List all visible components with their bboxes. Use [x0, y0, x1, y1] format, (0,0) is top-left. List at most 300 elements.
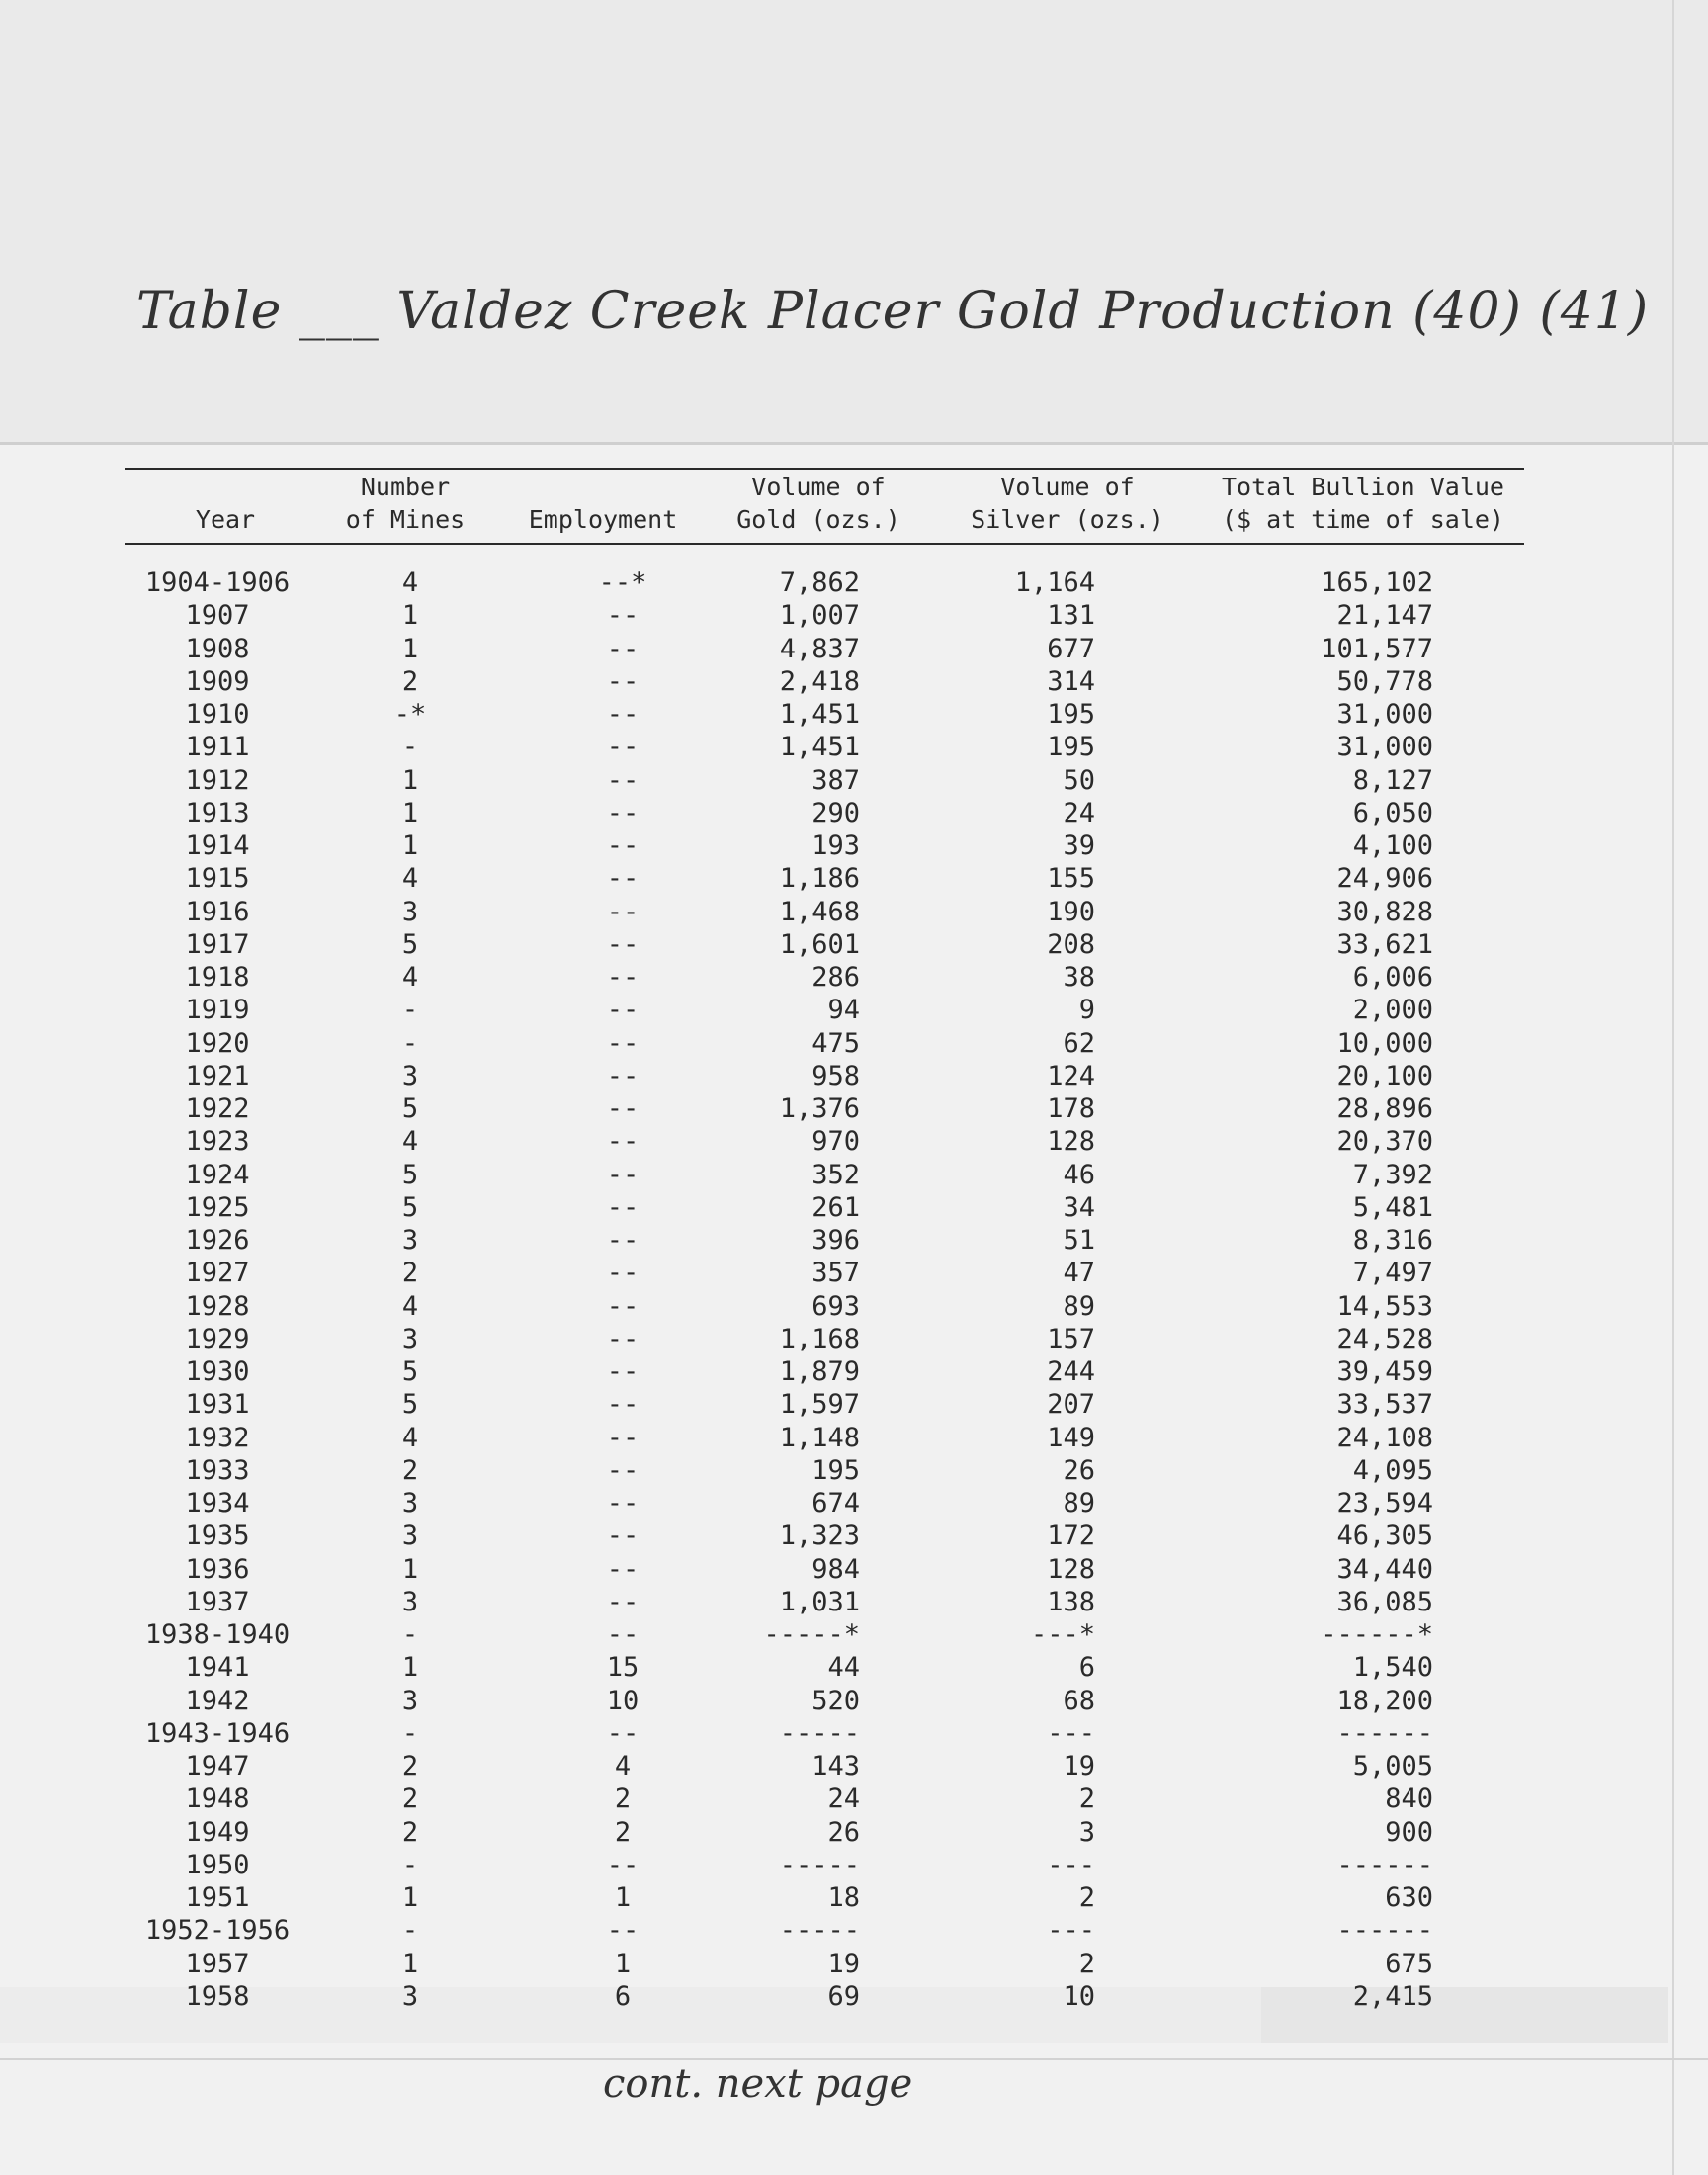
- gold-cell: 1,007: [779, 600, 860, 632]
- mines-cell: 3: [401, 1488, 419, 1519]
- silver-cell: ---: [1047, 1849, 1095, 1880]
- silver-cell: ---*: [1030, 1619, 1095, 1650]
- paper-bottom-edge: [0, 2058, 1708, 2060]
- year-cell: 1948: [185, 1784, 250, 1815]
- gold-cell: 193: [811, 830, 860, 861]
- employment-cell: --: [606, 1323, 640, 1354]
- bullion-value-cell: 23,594: [1336, 1488, 1433, 1519]
- mines-cell: 1: [401, 633, 419, 664]
- silver-cell: 24: [1063, 797, 1095, 828]
- mines-cell: 3: [401, 896, 419, 927]
- table-row: [0, 1553, 1708, 1586]
- bullion-value-cell: 36,085: [1336, 1586, 1433, 1617]
- table-row: [0, 1685, 1708, 1717]
- mines-cell: 4: [401, 962, 419, 993]
- gold-cell: 674: [811, 1488, 860, 1519]
- silver-cell: 50: [1063, 764, 1095, 796]
- year-cell: 1923: [185, 1126, 250, 1158]
- employment-cell: --: [606, 1225, 640, 1256]
- bullion-value-cell: 2,000: [1352, 995, 1433, 1026]
- employment-cell: --: [606, 1422, 640, 1453]
- bullion-value-cell: 101,577: [1321, 633, 1433, 664]
- bullion-value-cell: 24,108: [1336, 1422, 1433, 1453]
- silver-cell: 128: [1047, 1126, 1095, 1158]
- table-row: [0, 566, 1708, 599]
- year-cell: 1913: [185, 797, 250, 828]
- employment-cell: --: [606, 1126, 640, 1158]
- bullion-value-cell: 39,459: [1336, 1356, 1433, 1387]
- upper-paper-sheet: [0, 0, 1708, 445]
- employment-cell: --: [606, 1060, 640, 1091]
- employment-cell: --: [606, 1027, 640, 1059]
- mines-cell: 5: [401, 1389, 419, 1421]
- bullion-value-cell: 7,497: [1352, 1258, 1433, 1289]
- silver-cell: 178: [1047, 1093, 1095, 1124]
- gold-cell: 1,148: [779, 1422, 860, 1453]
- employment-cell: --: [606, 1521, 640, 1552]
- table-row: [0, 961, 1708, 994]
- mines-cell: 2: [401, 1816, 419, 1848]
- mines-cell: 4: [401, 1126, 419, 1158]
- year-cell: 1937: [185, 1586, 250, 1617]
- employment-cell: --: [606, 863, 640, 895]
- mines-cell: 1: [401, 830, 419, 861]
- employment-cell: --: [606, 633, 640, 664]
- silver-cell: 195: [1047, 732, 1095, 763]
- silver-cell: 138: [1047, 1586, 1095, 1617]
- year-cell: 1931: [185, 1389, 250, 1421]
- bullion-value-cell: 18,200: [1336, 1685, 1433, 1716]
- gold-cell: 396: [811, 1225, 860, 1256]
- bullion-value-cell: 50,778: [1336, 665, 1433, 697]
- table-row: [0, 1618, 1708, 1651]
- gold-cell: 1,468: [779, 896, 860, 927]
- mines-cell: 3: [401, 1980, 419, 2012]
- bullion-value-cell: 24,528: [1336, 1323, 1433, 1354]
- silver-cell: 51: [1063, 1225, 1095, 1256]
- year-cell: 1943-1946: [144, 1717, 291, 1749]
- employment-cell: --: [606, 1258, 640, 1289]
- table-row: [0, 1454, 1708, 1487]
- gold-cell: 1,879: [779, 1356, 860, 1387]
- gold-cell: 1,323: [779, 1521, 860, 1552]
- table-row: [0, 1651, 1708, 1684]
- year-cell: 1907: [185, 600, 250, 632]
- bullion-value-cell: 7,392: [1352, 1159, 1433, 1190]
- table-row: [0, 1257, 1708, 1289]
- bullion-value-cell: ------*: [1321, 1619, 1433, 1650]
- silver-cell: 208: [1047, 928, 1095, 960]
- employment-cell: 2: [614, 1784, 632, 1815]
- employment-cell: --: [606, 1356, 640, 1387]
- table-row: [0, 829, 1708, 862]
- gold-cell: 693: [811, 1290, 860, 1322]
- bullion-value-cell: 24,906: [1336, 863, 1433, 895]
- mines-cell: 5: [401, 1159, 419, 1190]
- employment-cell: --: [606, 1093, 640, 1124]
- year-cell: 1938-1940: [144, 1619, 291, 1650]
- silver-cell: 2: [1078, 1882, 1095, 1913]
- bullion-value-cell: ------: [1336, 1717, 1433, 1749]
- mines-cell: 3: [401, 1685, 419, 1716]
- mines-cell: 2: [401, 1751, 419, 1782]
- silver-cell: 6: [1078, 1652, 1095, 1684]
- gold-cell: -----: [779, 1717, 860, 1749]
- table-row: [0, 1980, 1708, 2013]
- gold-cell: 970: [811, 1126, 860, 1158]
- table-row: [0, 1849, 1708, 1881]
- gold-cell: 520: [811, 1685, 860, 1716]
- silver-cell: 131: [1047, 600, 1095, 632]
- mines-cell: 3: [401, 1060, 419, 1091]
- employment-cell: --: [606, 1849, 640, 1880]
- bullion-value-cell: 1,540: [1352, 1652, 1433, 1684]
- employment-cell: 6: [614, 1980, 632, 2012]
- bullion-value-cell: 14,553: [1336, 1290, 1433, 1322]
- bullion-value-cell: ------: [1336, 1849, 1433, 1880]
- silver-cell: 39: [1063, 830, 1095, 861]
- gold-cell: 4,837: [779, 633, 860, 664]
- gold-cell: 352: [811, 1159, 860, 1190]
- gold-cell: -----*: [763, 1619, 860, 1650]
- mines-cell: 1: [401, 600, 419, 632]
- bullion-value-cell: 2,415: [1352, 1980, 1433, 2012]
- year-cell: 1932: [185, 1422, 250, 1453]
- year-cell: 1942: [185, 1685, 250, 1716]
- gold-cell: 984: [811, 1553, 860, 1585]
- mines-cell: 2: [401, 665, 419, 697]
- table-row: [0, 1323, 1708, 1355]
- employment-cell: --: [606, 896, 640, 927]
- table-row: [0, 1159, 1708, 1191]
- mines-cell: 3: [401, 1521, 419, 1552]
- employment-cell: --: [606, 962, 640, 993]
- silver-cell: 47: [1063, 1258, 1095, 1289]
- table-row: [0, 1224, 1708, 1257]
- year-cell: 1950: [185, 1849, 250, 1880]
- employment-cell: --: [606, 1586, 640, 1617]
- bullion-value-cell: 8,127: [1352, 764, 1433, 796]
- employment-cell: --: [606, 797, 640, 828]
- gold-cell: 1,376: [779, 1093, 860, 1124]
- silver-cell: 26: [1063, 1454, 1095, 1486]
- bullion-value-cell: 33,537: [1336, 1389, 1433, 1421]
- silver-cell: 207: [1047, 1389, 1095, 1421]
- bullion-value-cell: 34,440: [1336, 1553, 1433, 1585]
- gold-cell: 18: [827, 1882, 860, 1913]
- silver-cell: 190: [1047, 896, 1095, 927]
- silver-cell: 89: [1063, 1488, 1095, 1519]
- year-cell: 1910: [185, 699, 250, 730]
- mines-cell: 4: [401, 567, 419, 598]
- mines-cell: 5: [401, 1093, 419, 1124]
- bullion-value-cell: 28,896: [1336, 1093, 1433, 1124]
- bullion-value-cell: ------: [1336, 1915, 1433, 1947]
- year-cell: 1922: [185, 1093, 250, 1124]
- employment-cell: --: [606, 1191, 640, 1223]
- employment-cell: --: [606, 1619, 640, 1650]
- bullion-value-cell: 31,000: [1336, 732, 1433, 763]
- year-cell: 1915: [185, 863, 250, 895]
- year-cell: 1936: [185, 1553, 250, 1585]
- gold-cell: 24: [827, 1784, 860, 1815]
- silver-cell: 38: [1063, 962, 1095, 993]
- employment-cell: --: [606, 699, 640, 730]
- mines-cell: 1: [401, 1652, 419, 1684]
- table-header-rule: [125, 543, 1524, 545]
- table-row: [0, 1027, 1708, 1060]
- table-row: [0, 797, 1708, 829]
- gold-cell: 1,597: [779, 1389, 860, 1421]
- bullion-value-cell: 5,481: [1352, 1191, 1433, 1223]
- year-cell: 1911: [185, 732, 250, 763]
- continuation-note: cont. next page: [603, 2061, 913, 2107]
- gold-cell: 195: [811, 1454, 860, 1486]
- gold-cell: -----: [779, 1849, 860, 1880]
- header-bullion-value: Total Bullion Value ($ at time of sale): [1222, 473, 1504, 534]
- silver-cell: 10: [1063, 1980, 1095, 2012]
- silver-cell: 62: [1063, 1027, 1095, 1059]
- silver-cell: 128: [1047, 1553, 1095, 1585]
- table-row: [0, 1881, 1708, 1914]
- table-row: [0, 1355, 1708, 1388]
- mines-cell: -: [401, 1717, 419, 1749]
- gold-cell: 357: [811, 1258, 860, 1289]
- mines-cell: 5: [401, 928, 419, 960]
- bullion-value-cell: 46,305: [1336, 1521, 1433, 1552]
- employment-cell: --: [606, 600, 640, 632]
- mines-cell: 5: [401, 1191, 419, 1223]
- gold-cell: 143: [811, 1751, 860, 1782]
- year-cell: 1951: [185, 1882, 250, 1913]
- year-cell: 1952-1956: [144, 1915, 291, 1947]
- table-row: [0, 862, 1708, 895]
- gold-cell: 2,418: [779, 665, 860, 697]
- year-cell: 1919: [185, 995, 250, 1026]
- gold-cell: 1,451: [779, 732, 860, 763]
- silver-cell: 124: [1047, 1060, 1095, 1091]
- employment-cell: 15: [606, 1652, 640, 1684]
- header-employment: Employment: [528, 505, 678, 534]
- year-cell: 1908: [185, 633, 250, 664]
- bullion-value-cell: 31,000: [1336, 699, 1433, 730]
- employment-cell: --: [606, 764, 640, 796]
- year-cell: 1912: [185, 764, 250, 796]
- table-row: [0, 1783, 1708, 1815]
- year-cell: 1914: [185, 830, 250, 861]
- gold-cell: 69: [827, 1980, 860, 2012]
- table-top-rule: [125, 468, 1524, 470]
- mines-cell: 2: [401, 1258, 419, 1289]
- year-cell: 1927: [185, 1258, 250, 1289]
- year-cell: 1941: [185, 1652, 250, 1684]
- mines-cell: -: [401, 1849, 419, 1880]
- bullion-value-cell: 10,000: [1336, 1027, 1433, 1059]
- bullion-value-cell: 840: [1385, 1784, 1433, 1815]
- silver-cell: 68: [1063, 1685, 1095, 1716]
- gold-cell: 290: [811, 797, 860, 828]
- employment-cell: --*: [598, 567, 647, 598]
- year-cell: 1930: [185, 1356, 250, 1387]
- employment-cell: --: [606, 1553, 640, 1585]
- employment-cell: 1: [614, 1882, 632, 1913]
- table-row: [0, 764, 1708, 797]
- silver-cell: 89: [1063, 1290, 1095, 1322]
- gold-cell: 19: [827, 1948, 860, 1979]
- year-cell: 1916: [185, 896, 250, 927]
- bullion-value-cell: 21,147: [1336, 600, 1433, 632]
- year-cell: 1928: [185, 1290, 250, 1322]
- table-row: [0, 599, 1708, 632]
- silver-cell: ---: [1047, 1915, 1095, 1947]
- table-row: [0, 1191, 1708, 1224]
- silver-cell: 172: [1047, 1521, 1095, 1552]
- mines-cell: 1: [401, 1882, 419, 1913]
- employment-cell: --: [606, 1915, 640, 1947]
- bullion-value-cell: 5,005: [1352, 1751, 1433, 1782]
- mines-cell: -: [401, 1915, 419, 1947]
- silver-cell: 314: [1047, 665, 1095, 697]
- bullion-value-cell: 20,370: [1336, 1126, 1433, 1158]
- mines-cell: -: [401, 1619, 419, 1650]
- employment-cell: --: [606, 732, 640, 763]
- silver-cell: 155: [1047, 863, 1095, 895]
- table-row: [0, 1750, 1708, 1783]
- employment-cell: --: [606, 830, 640, 861]
- mines-cell: -: [401, 1027, 419, 1059]
- table-row: [0, 1717, 1708, 1750]
- mines-cell: 1: [401, 764, 419, 796]
- mines-cell: -: [401, 732, 419, 763]
- mines-cell: 1: [401, 1553, 419, 1585]
- header-year: Year: [195, 505, 256, 534]
- year-cell: 1934: [185, 1488, 250, 1519]
- employment-cell: --: [606, 1454, 640, 1486]
- silver-cell: 244: [1047, 1356, 1095, 1387]
- year-cell: 1926: [185, 1225, 250, 1256]
- employment-cell: --: [606, 928, 640, 960]
- table-row: [0, 731, 1708, 763]
- year-cell: 1909: [185, 665, 250, 697]
- year-cell: 1904-1906: [144, 567, 291, 598]
- header-number-of-mines: Number of Mines: [345, 473, 466, 534]
- mines-cell: 4: [401, 1422, 419, 1453]
- silver-cell: 157: [1047, 1323, 1095, 1354]
- bullion-value-cell: 30,828: [1336, 896, 1433, 927]
- employment-cell: --: [606, 1717, 640, 1749]
- gold-cell: 261: [811, 1191, 860, 1223]
- employment-cell: --: [606, 1159, 640, 1190]
- table-row: [0, 1125, 1708, 1158]
- table-row: [0, 1816, 1708, 1849]
- table-row: [0, 896, 1708, 928]
- silver-cell: 46: [1063, 1159, 1095, 1190]
- silver-cell: ---: [1047, 1717, 1095, 1749]
- bullion-value-cell: 8,316: [1352, 1225, 1433, 1256]
- header-gold-volume: Volume of Gold (ozs.): [736, 473, 900, 534]
- year-cell: 1958: [185, 1980, 250, 2012]
- silver-cell: 3: [1078, 1816, 1095, 1848]
- table-row: [0, 665, 1708, 698]
- employment-cell: --: [606, 665, 640, 697]
- bullion-value-cell: 900: [1385, 1816, 1433, 1848]
- bullion-value-cell: 165,102: [1321, 567, 1433, 598]
- bullion-value-cell: 6,050: [1352, 797, 1433, 828]
- silver-cell: 34: [1063, 1191, 1095, 1223]
- year-cell: 1929: [185, 1323, 250, 1354]
- silver-cell: 677: [1047, 633, 1095, 664]
- mines-cell: 3: [401, 1586, 419, 1617]
- bullion-value-cell: 6,006: [1352, 962, 1433, 993]
- paper-paste-edge: [0, 442, 1708, 445]
- table-row: [0, 1487, 1708, 1520]
- gold-cell: 94: [827, 995, 860, 1026]
- gold-cell: 286: [811, 962, 860, 993]
- gold-cell: 7,862: [779, 567, 860, 598]
- year-cell: 1917: [185, 928, 250, 960]
- mines-cell: 1: [401, 797, 419, 828]
- table-row: [0, 1422, 1708, 1454]
- employment-cell: --: [606, 1290, 640, 1322]
- gold-cell: 44: [827, 1652, 860, 1684]
- mines-cell: -*: [393, 699, 427, 730]
- year-cell: 1933: [185, 1454, 250, 1486]
- year-cell: 1949: [185, 1816, 250, 1848]
- silver-cell: 9: [1078, 995, 1095, 1026]
- mines-cell: 2: [401, 1784, 419, 1815]
- bullion-value-cell: 20,100: [1336, 1060, 1433, 1091]
- header-silver-volume: Volume of Silver (ozs.): [971, 473, 1164, 534]
- mines-cell: 3: [401, 1225, 419, 1256]
- mines-cell: -: [401, 995, 419, 1026]
- silver-cell: 19: [1063, 1751, 1095, 1782]
- table-row: [0, 1948, 1708, 1980]
- silver-cell: 149: [1047, 1422, 1095, 1453]
- employment-cell: 4: [614, 1751, 632, 1782]
- mines-cell: 5: [401, 1356, 419, 1387]
- year-cell: 1925: [185, 1191, 250, 1223]
- silver-cell: 1,164: [1014, 567, 1095, 598]
- gold-cell: 26: [827, 1816, 860, 1848]
- table-row: [0, 1290, 1708, 1323]
- bullion-value-cell: 33,621: [1336, 928, 1433, 960]
- bullion-value-cell: 4,100: [1352, 830, 1433, 861]
- gold-cell: 1,186: [779, 863, 860, 895]
- year-cell: 1947: [185, 1751, 250, 1782]
- employment-cell: --: [606, 995, 640, 1026]
- table-row: [0, 994, 1708, 1026]
- year-cell: 1935: [185, 1521, 250, 1552]
- bullion-value-cell: 675: [1385, 1948, 1433, 1979]
- mines-cell: 4: [401, 1290, 419, 1322]
- year-cell: 1921: [185, 1060, 250, 1091]
- gold-cell: 1,168: [779, 1323, 860, 1354]
- employment-cell: --: [606, 1389, 640, 1421]
- mines-cell: 2: [401, 1454, 419, 1486]
- bullion-value-cell: 4,095: [1352, 1454, 1433, 1486]
- gold-cell: 1,451: [779, 699, 860, 730]
- table-row: [0, 698, 1708, 731]
- table-title: Table ___ Valdez Creek Placer Gold Production (40) (41): [136, 282, 1650, 341]
- gold-cell: 958: [811, 1060, 860, 1091]
- mines-cell: 1: [401, 1948, 419, 1979]
- year-cell: 1924: [185, 1159, 250, 1190]
- table-row: [0, 1388, 1708, 1421]
- bullion-value-cell: 630: [1385, 1882, 1433, 1913]
- table-row: [0, 633, 1708, 665]
- year-cell: 1918: [185, 962, 250, 993]
- year-cell: 1920: [185, 1027, 250, 1059]
